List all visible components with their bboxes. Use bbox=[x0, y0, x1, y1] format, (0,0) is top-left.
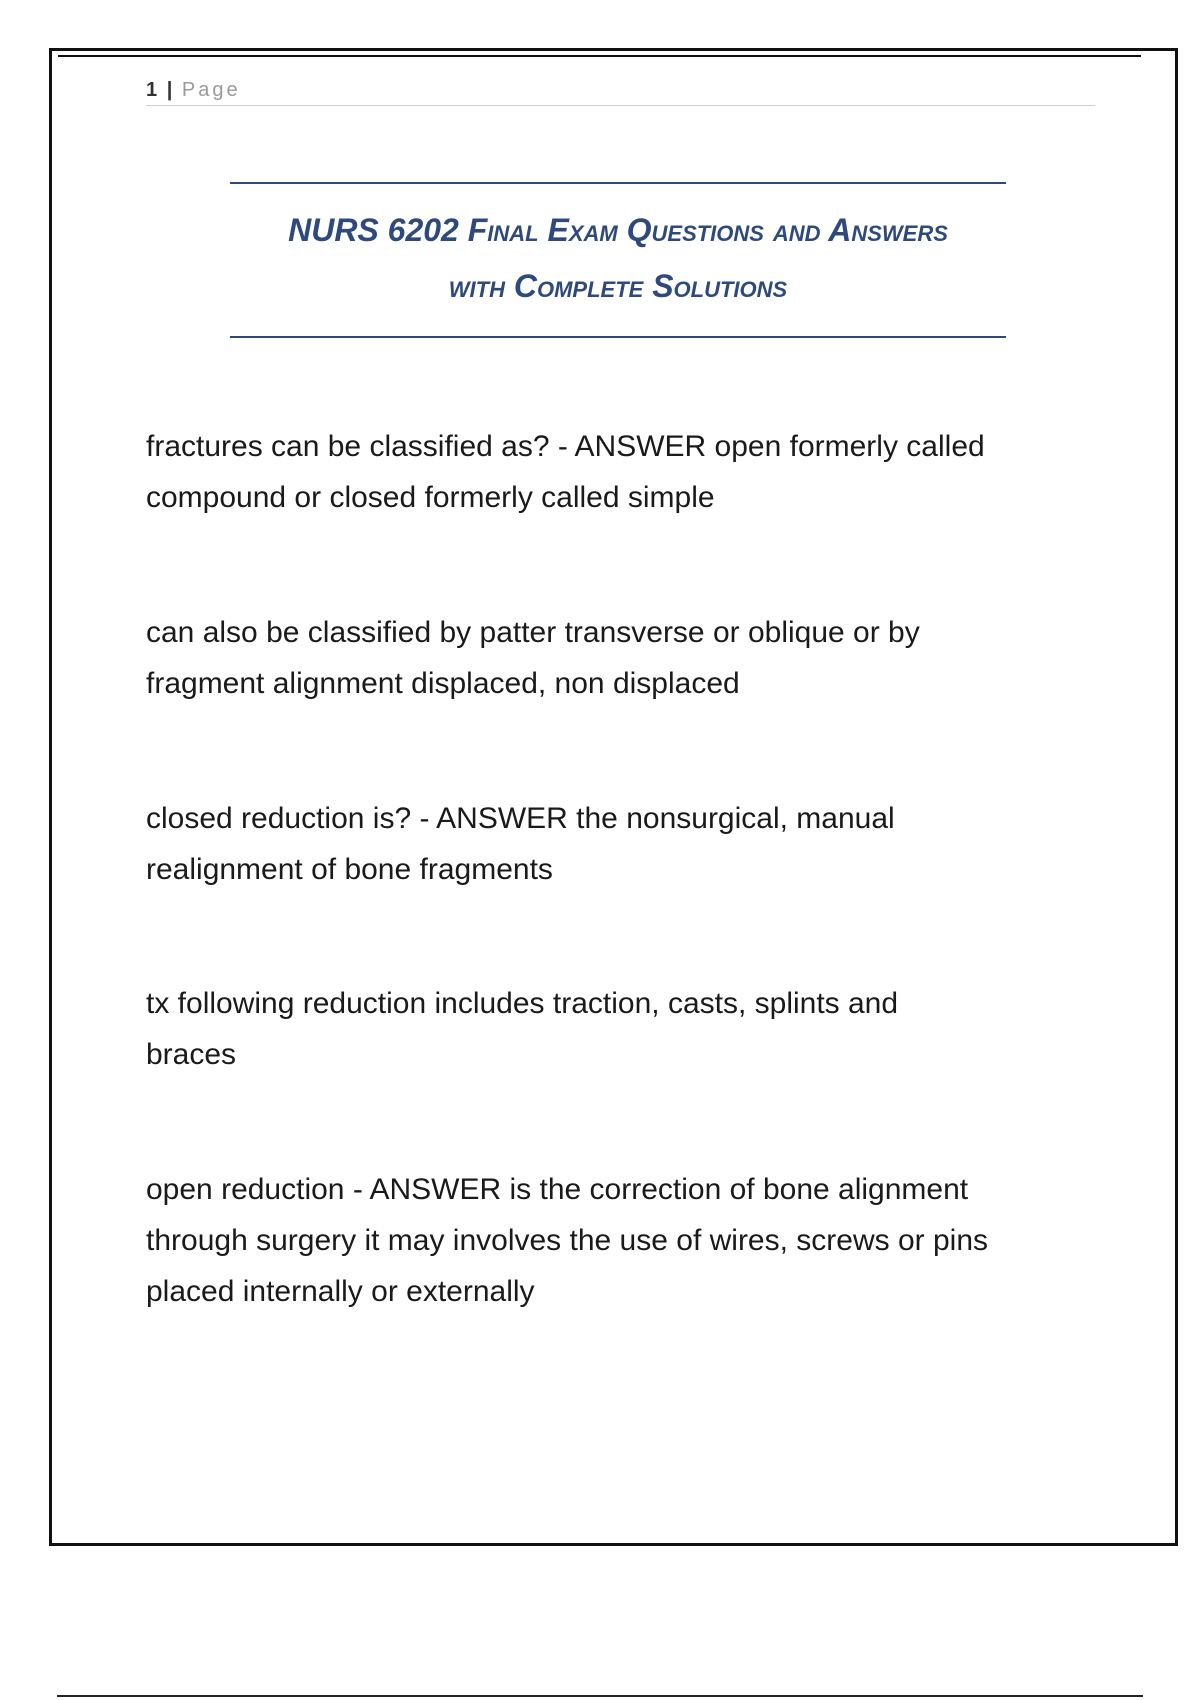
qa-entry-line: tx following reduction includes traction, casts, splints and bbox=[146, 987, 899, 1020]
header-separator: | bbox=[166, 79, 173, 101]
qa-entry-5 bbox=[146, 1164, 1106, 1317]
qa-entry-line: compound or closed formerly called simple bbox=[146, 481, 715, 514]
page-border bbox=[49, 48, 1178, 1546]
qa-entry-line: open reduction - ANSWER is the correction of bone alignment bbox=[146, 1173, 969, 1206]
qa-entry-1 bbox=[146, 421, 1106, 523]
qa-entry-line: through surgery it may involves the use of wires, screws or pins bbox=[146, 1224, 989, 1257]
title-line-2: with Complete Solutions bbox=[448, 268, 788, 304]
qa-entry-4 bbox=[146, 978, 1106, 1080]
qa-entry-2 bbox=[146, 607, 1106, 709]
page-header bbox=[146, 75, 1095, 106]
qa-entry-line: fractures can be classified as? - ANSWER open formerly called bbox=[146, 430, 985, 463]
page-label: Page bbox=[181, 79, 241, 101]
next-page-rule bbox=[57, 1695, 1143, 1697]
qa-entry-line: braces bbox=[146, 1038, 237, 1071]
qa-entry-line: fragment alignment displaced, non displaced bbox=[146, 667, 740, 700]
top-border-rule bbox=[58, 55, 1141, 57]
title-line-1: NURS 6202 Final Exam Questions and Answers bbox=[288, 212, 948, 248]
document-title bbox=[230, 182, 1006, 338]
qa-entry-line: placed internally or externally bbox=[146, 1275, 535, 1308]
qa-entry-3 bbox=[146, 793, 1106, 895]
qa-entry-line: closed reduction is? - ANSWER the nonsurgical, manual bbox=[146, 802, 895, 835]
qa-entry-line: realignment of bone fragments bbox=[146, 853, 553, 886]
page-number: 1 bbox=[146, 79, 158, 101]
qa-entry-line: can also be classified by patter transverse or oblique or by bbox=[146, 616, 920, 649]
